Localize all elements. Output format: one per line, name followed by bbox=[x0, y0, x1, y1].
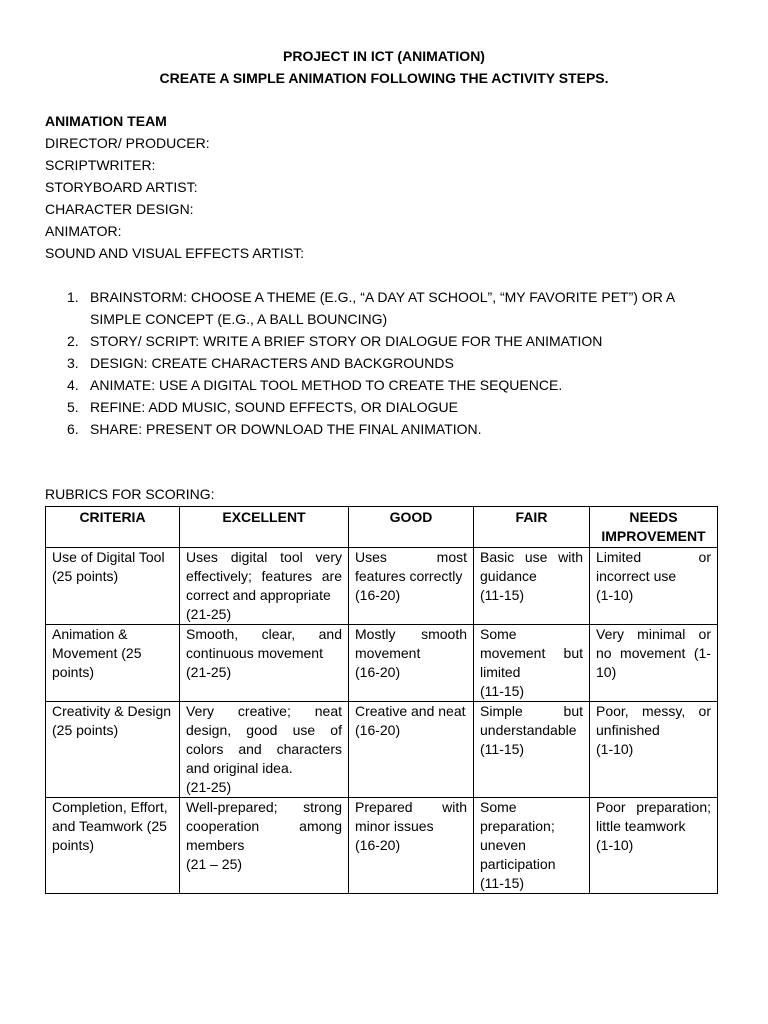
step-number: 4. bbox=[67, 377, 79, 393]
role-director: DIRECTOR/ PRODUCER: bbox=[45, 135, 210, 151]
criteria-cell: Animation & Movement (25 points) bbox=[46, 625, 180, 702]
fair-description: Basic use with guidance bbox=[480, 549, 583, 584]
page-subtitle: CREATE A SIMPLE ANIMATION FOLLOWING THE ACTIVITY STEPS. bbox=[159, 70, 609, 86]
needs-improvement-cell bbox=[590, 798, 718, 894]
step-number: 1. bbox=[67, 289, 79, 305]
excellent-cell bbox=[180, 798, 349, 894]
animation-team-section bbox=[45, 110, 304, 264]
good-description: Uses most features correctly bbox=[355, 549, 467, 584]
excellent-description: Smooth, clear, and continuous movement bbox=[186, 626, 342, 661]
step-item bbox=[45, 396, 715, 418]
good-cell bbox=[349, 798, 474, 894]
good-points: (16-20) bbox=[355, 722, 401, 738]
needs-improvement-description: Poor, messy, or unfinished bbox=[596, 703, 711, 738]
excellent-description: Uses digital tool very effectively; features are correct and appropriate bbox=[186, 549, 342, 603]
needs-improvement-description: Poor preparation; little teamwork bbox=[596, 799, 711, 834]
fair-points: (11-15) bbox=[480, 741, 525, 757]
good-points: (16-20) bbox=[355, 587, 401, 603]
role-character-design: CHARACTER DESIGN: bbox=[45, 201, 194, 217]
step-number: 3. bbox=[67, 355, 79, 371]
excellent-points: (21-25) bbox=[186, 606, 232, 622]
step-number: 5. bbox=[67, 399, 79, 415]
good-description: Prepared with minor issues bbox=[355, 799, 467, 834]
table-row bbox=[46, 702, 718, 798]
fair-points: (11-15) bbox=[480, 587, 525, 603]
fair-cell bbox=[474, 625, 590, 702]
step-item bbox=[45, 352, 715, 374]
team-heading: ANIMATION TEAM bbox=[45, 113, 167, 129]
role-sound-visual-effects: SOUND AND VISUAL EFFECTS ARTIST: bbox=[45, 245, 305, 261]
rubrics-label: RUBRICS FOR SCORING: bbox=[45, 486, 215, 502]
step-text: ANIMATE: USE A DIGITAL TOOL METHOD TO CREATE THE SEQUENCE. bbox=[90, 377, 563, 393]
page-title: PROJECT IN ICT (ANIMATION) bbox=[283, 48, 485, 64]
table-row bbox=[46, 548, 718, 625]
header-excellent: EXCELLENT bbox=[180, 507, 349, 548]
good-points: (16-20) bbox=[355, 664, 401, 680]
good-description: Mostly smooth movement bbox=[355, 626, 467, 661]
step-text: BRAINSTORM: CHOOSE A THEME (E.G., “A DAY AT SCHOOL”, “MY FAVORITE PET”) OR A SIMPLE CONCEPT (E.G., A BALL BOUNCING) bbox=[90, 289, 675, 327]
excellent-description: Well-prepared; strong cooperation among members bbox=[186, 799, 342, 853]
excellent-cell bbox=[180, 702, 349, 798]
excellent-points: (21-25) bbox=[186, 664, 232, 680]
step-text: STORY/ SCRIPT: WRITE A BRIEF STORY OR DIALOGUE FOR THE ANIMATION bbox=[90, 333, 603, 349]
fair-points: (11-15) bbox=[480, 683, 525, 699]
step-item bbox=[45, 330, 715, 352]
rubric-header-row bbox=[46, 507, 718, 548]
table-row bbox=[46, 625, 718, 702]
step-item bbox=[45, 286, 715, 330]
step-item bbox=[45, 374, 715, 396]
needs-improvement-description: Limited or incorrect use bbox=[596, 549, 711, 584]
needs-improvement-cell bbox=[590, 625, 718, 702]
good-description: Creative and neat bbox=[355, 703, 466, 719]
criteria-cell: Completion, Effort, and Teamwork (25 points) bbox=[46, 798, 180, 894]
fair-cell bbox=[474, 702, 590, 798]
needs-improvement-description: Very minimal or no movement (1-10) bbox=[596, 626, 711, 680]
step-number: 2. bbox=[67, 333, 79, 349]
step-text: DESIGN: CREATE CHARACTERS AND BACKGROUNDS bbox=[90, 355, 454, 371]
excellent-cell bbox=[180, 625, 349, 702]
needs-improvement-cell bbox=[590, 702, 718, 798]
fair-description: Some preparation; uneven participation bbox=[480, 799, 556, 872]
fair-cell bbox=[474, 798, 590, 894]
activity-steps-list bbox=[45, 286, 715, 440]
step-text: SHARE: PRESENT OR DOWNLOAD THE FINAL ANIMATION. bbox=[90, 421, 482, 437]
excellent-description: Very creative; neat design, good use of colors and characters and original idea. bbox=[186, 703, 342, 776]
role-storyboard-artist: STORYBOARD ARTIST: bbox=[45, 179, 198, 195]
table-row bbox=[46, 798, 718, 894]
step-item bbox=[45, 418, 715, 440]
fair-description: Simple but understandable bbox=[480, 703, 583, 738]
good-cell bbox=[349, 548, 474, 625]
needs-improvement-points: (1-10) bbox=[596, 837, 634, 853]
role-scriptwriter: SCRIPTWRITER: bbox=[45, 157, 156, 173]
needs-improvement-cell bbox=[590, 548, 718, 625]
criteria-cell: Creativity & Design (25 points) bbox=[46, 702, 180, 798]
header-fair: FAIR bbox=[474, 507, 590, 548]
fair-points: (11-15) bbox=[480, 875, 525, 891]
step-number: 6. bbox=[67, 421, 79, 437]
header-good: GOOD bbox=[349, 507, 474, 548]
excellent-cell bbox=[180, 548, 349, 625]
excellent-points: (21 – 25) bbox=[186, 856, 243, 872]
fair-description: Some movement but limited bbox=[480, 626, 583, 680]
header-needs-improvement: NEEDS IMPROVEMENT bbox=[590, 507, 718, 548]
good-cell bbox=[349, 702, 474, 798]
criteria-cell: Use of Digital Tool (25 points) bbox=[46, 548, 180, 625]
needs-improvement-points: (1-10) bbox=[596, 741, 634, 757]
fair-cell bbox=[474, 548, 590, 625]
good-points: (16-20) bbox=[355, 837, 401, 853]
header-criteria: CRITERIA bbox=[46, 507, 180, 548]
rubric-table bbox=[45, 506, 718, 894]
needs-improvement-points: (1-10) bbox=[596, 587, 634, 603]
role-animator: ANIMATOR: bbox=[45, 223, 122, 239]
excellent-points: (21-25) bbox=[186, 779, 232, 795]
step-text: REFINE: ADD MUSIC, SOUND EFFECTS, OR DIALOGUE bbox=[90, 399, 458, 415]
good-cell bbox=[349, 625, 474, 702]
